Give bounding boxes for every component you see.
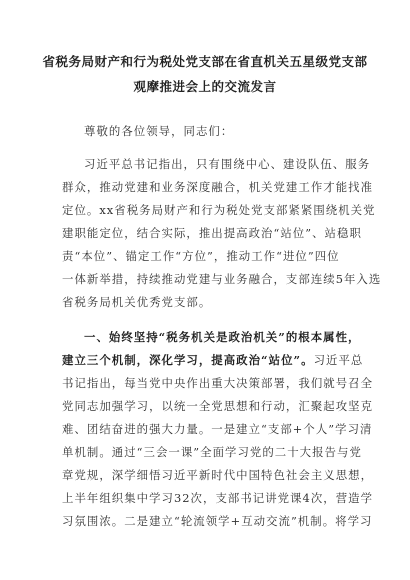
salutation: 尊敬的各位领导，同志们：	[84, 124, 234, 138]
intro-line: 一体新举措，持续推动党建与业务融合，支部连续5年入选	[62, 272, 382, 286]
intro-line: 群众，推动党建和业务深度融合，机关党建工作才能找准	[62, 180, 374, 194]
section-1-line: 单机制。通过“三会一课”全面学习党的二十大报告与党	[62, 445, 362, 459]
section-1-heading-continued	[62, 353, 363, 368]
section-1-line: 上半年组织集中学习32次，支部书记讲党课4次，营造学	[62, 491, 374, 505]
section-1-heading: 一、始终坚持“税务机关是政治机关”的根本属性，	[84, 330, 361, 344]
intro-line: 省税务局机关优秀党支部。	[62, 295, 212, 309]
intro-line: 建职能定位，结合实际，推出提高政治“站位”、站稳职	[62, 226, 362, 240]
section-1-line: 难、团结奋进的强大力量。一是建立“支部+个人”学习清	[62, 422, 373, 436]
document-title-line-2: 观摩推进会上的交流发言	[133, 79, 277, 94]
intro-line: 习近平总书记指出，只有围绕中心、建设队伍、服务	[84, 157, 371, 171]
section-1-line: 党同志加强学习，以统一全党思想和行动，汇聚起攻坚克	[62, 399, 374, 413]
section-1-line: 书记指出，每当党中央作出重大决策部署，我们就号召全	[62, 376, 374, 390]
section-1-line: 章党规，深学细悟习近平新时代中国特色社会主义思想，	[62, 468, 374, 482]
intro-line: 责“本位”、锚定工作“方位”，推动工作“进位”四位	[62, 249, 340, 263]
intro-line: 定位。xx省税务局财产和行为税处党支部紧紧围绕机关党	[62, 203, 376, 217]
section-1-heading-end: 建立三个机制，深化学习，提高政治“站位”。	[62, 353, 314, 367]
document-title-line-1: 省税务局财产和行为税处党支部在省直机关五星级党支部	[42, 54, 368, 69]
section-1-line: 习氛围浓。二是建立“轮流领学+互动交流”机制。将学习	[62, 514, 373, 528]
section-1-text-start: 习近平总	[313, 353, 364, 367]
